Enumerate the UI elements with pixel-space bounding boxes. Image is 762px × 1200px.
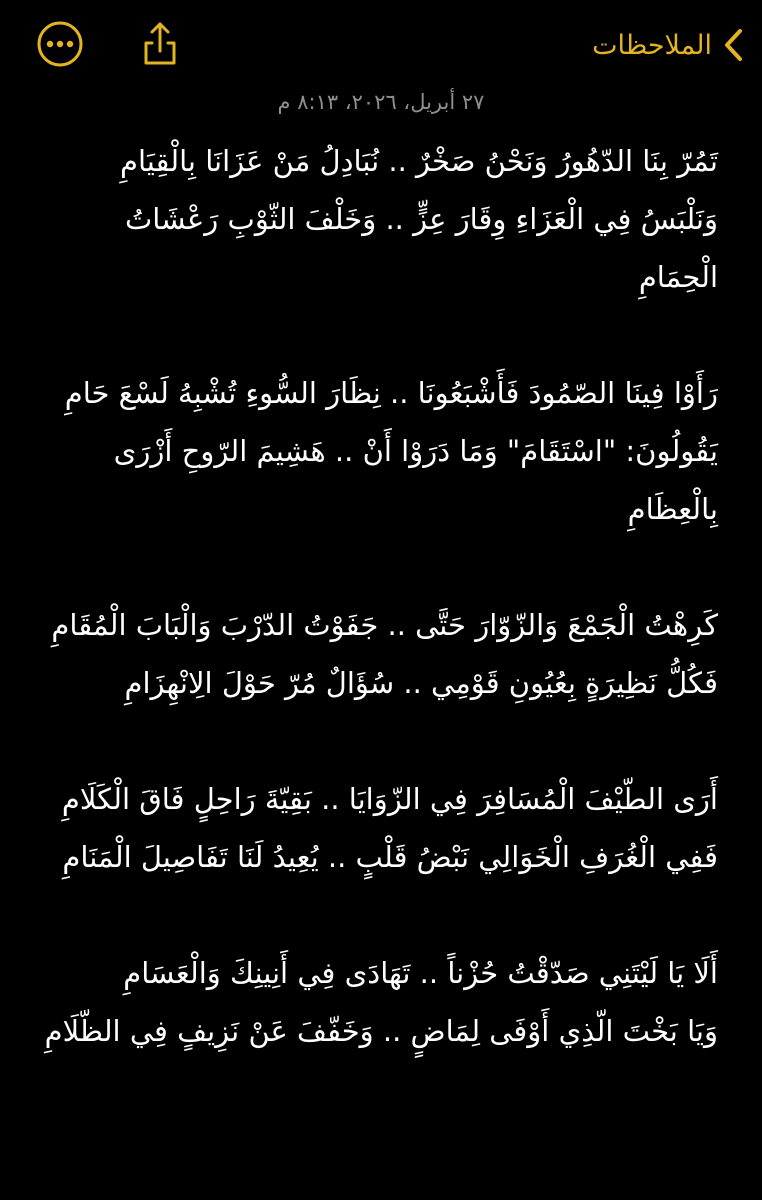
share-button[interactable] [134,18,186,70]
note-line: أَلَا يَا لَيْتَنِي صَدّقْتُ حُزْناً .. تَهَادَى فِي أَنِينِكَ وَالْعَسَامِ [123,956,718,990]
share-icon [134,18,186,70]
chevron-left-icon [722,27,746,63]
note-stanza [38,364,718,538]
note-stanza [38,596,718,712]
note-date: ٢٧ أبريل، ٢٠٢٦، ٨:١٣ م [277,90,485,114]
note-body[interactable] [38,132,718,1118]
navigation-bar [0,0,762,90]
note-stanza [38,944,718,1060]
note-stanza [38,132,718,306]
ellipsis-circle-icon [34,18,86,70]
note-line: وَنَلْبَسُ فِي الْعَزَاءِ وِقَارَ عِزٍّ .. وَخَلْفَ الثّوْبِ رَعْشَاتُ الْحِمَامِ [125,202,718,294]
back-button[interactable] [592,20,746,70]
more-button[interactable] [34,18,86,70]
note-line: رَأَوْا فِينَا الصّمُودَ فَأَشْبَعُونَا .. نِظَارَ السُّوءِ تُشْبِهُ لَسْعَ حَامِ يَقُولُونَ: "اسْتَقَامَ" وَمَا دَرَوْا أَنْ .. هَشِيمَ الرّوحِ أَزْرَى بِالْعِظَامِ [64,376,718,526]
note-line: وَيَا بَخْتَ الّذِي أَوْفَى لِمَاضٍ .. وَخَفّفَ عَنْ نَزِيفٍ فِي الظّلَامِ [44,1014,718,1048]
back-label: الملاحظات [592,29,712,61]
note-line: تَمُرّ بِنَا الدّهُورُ وَنَحْنُ صَخْرٌ .. نُبَادِلُ مَنْ عَزَانَا بِالْقِيَامِ [120,144,718,178]
note-stanza [38,770,718,886]
note-line: كَرِهْتُ الْجَمْعَ وَالزّوّارَ حَتَّى .. جَفَوْتُ الدّرْبَ وَالْبَابَ الْمُقَامِ فَكُلُّ نَظِيرَةٍ بِعُيُونِ قَوْمِي .. سُؤَالٌ مُرّ حَوْلَ الِانْهِزَامِ [51,608,718,700]
note-line: أَرَى الطّيْفَ الْمُسَافِرَ فِي الزّوَايَا .. بَقِيّةَ رَاحِلٍ فَاقَ الْكَلَامِ [61,782,718,816]
note-line: فَفِي الْغُرَفِ الْخَوَالِي نَبْضُ قَلْبٍ .. يُعِيدُ لَنَا تَفَاصِيلَ الْمَنَامِ [62,840,718,874]
